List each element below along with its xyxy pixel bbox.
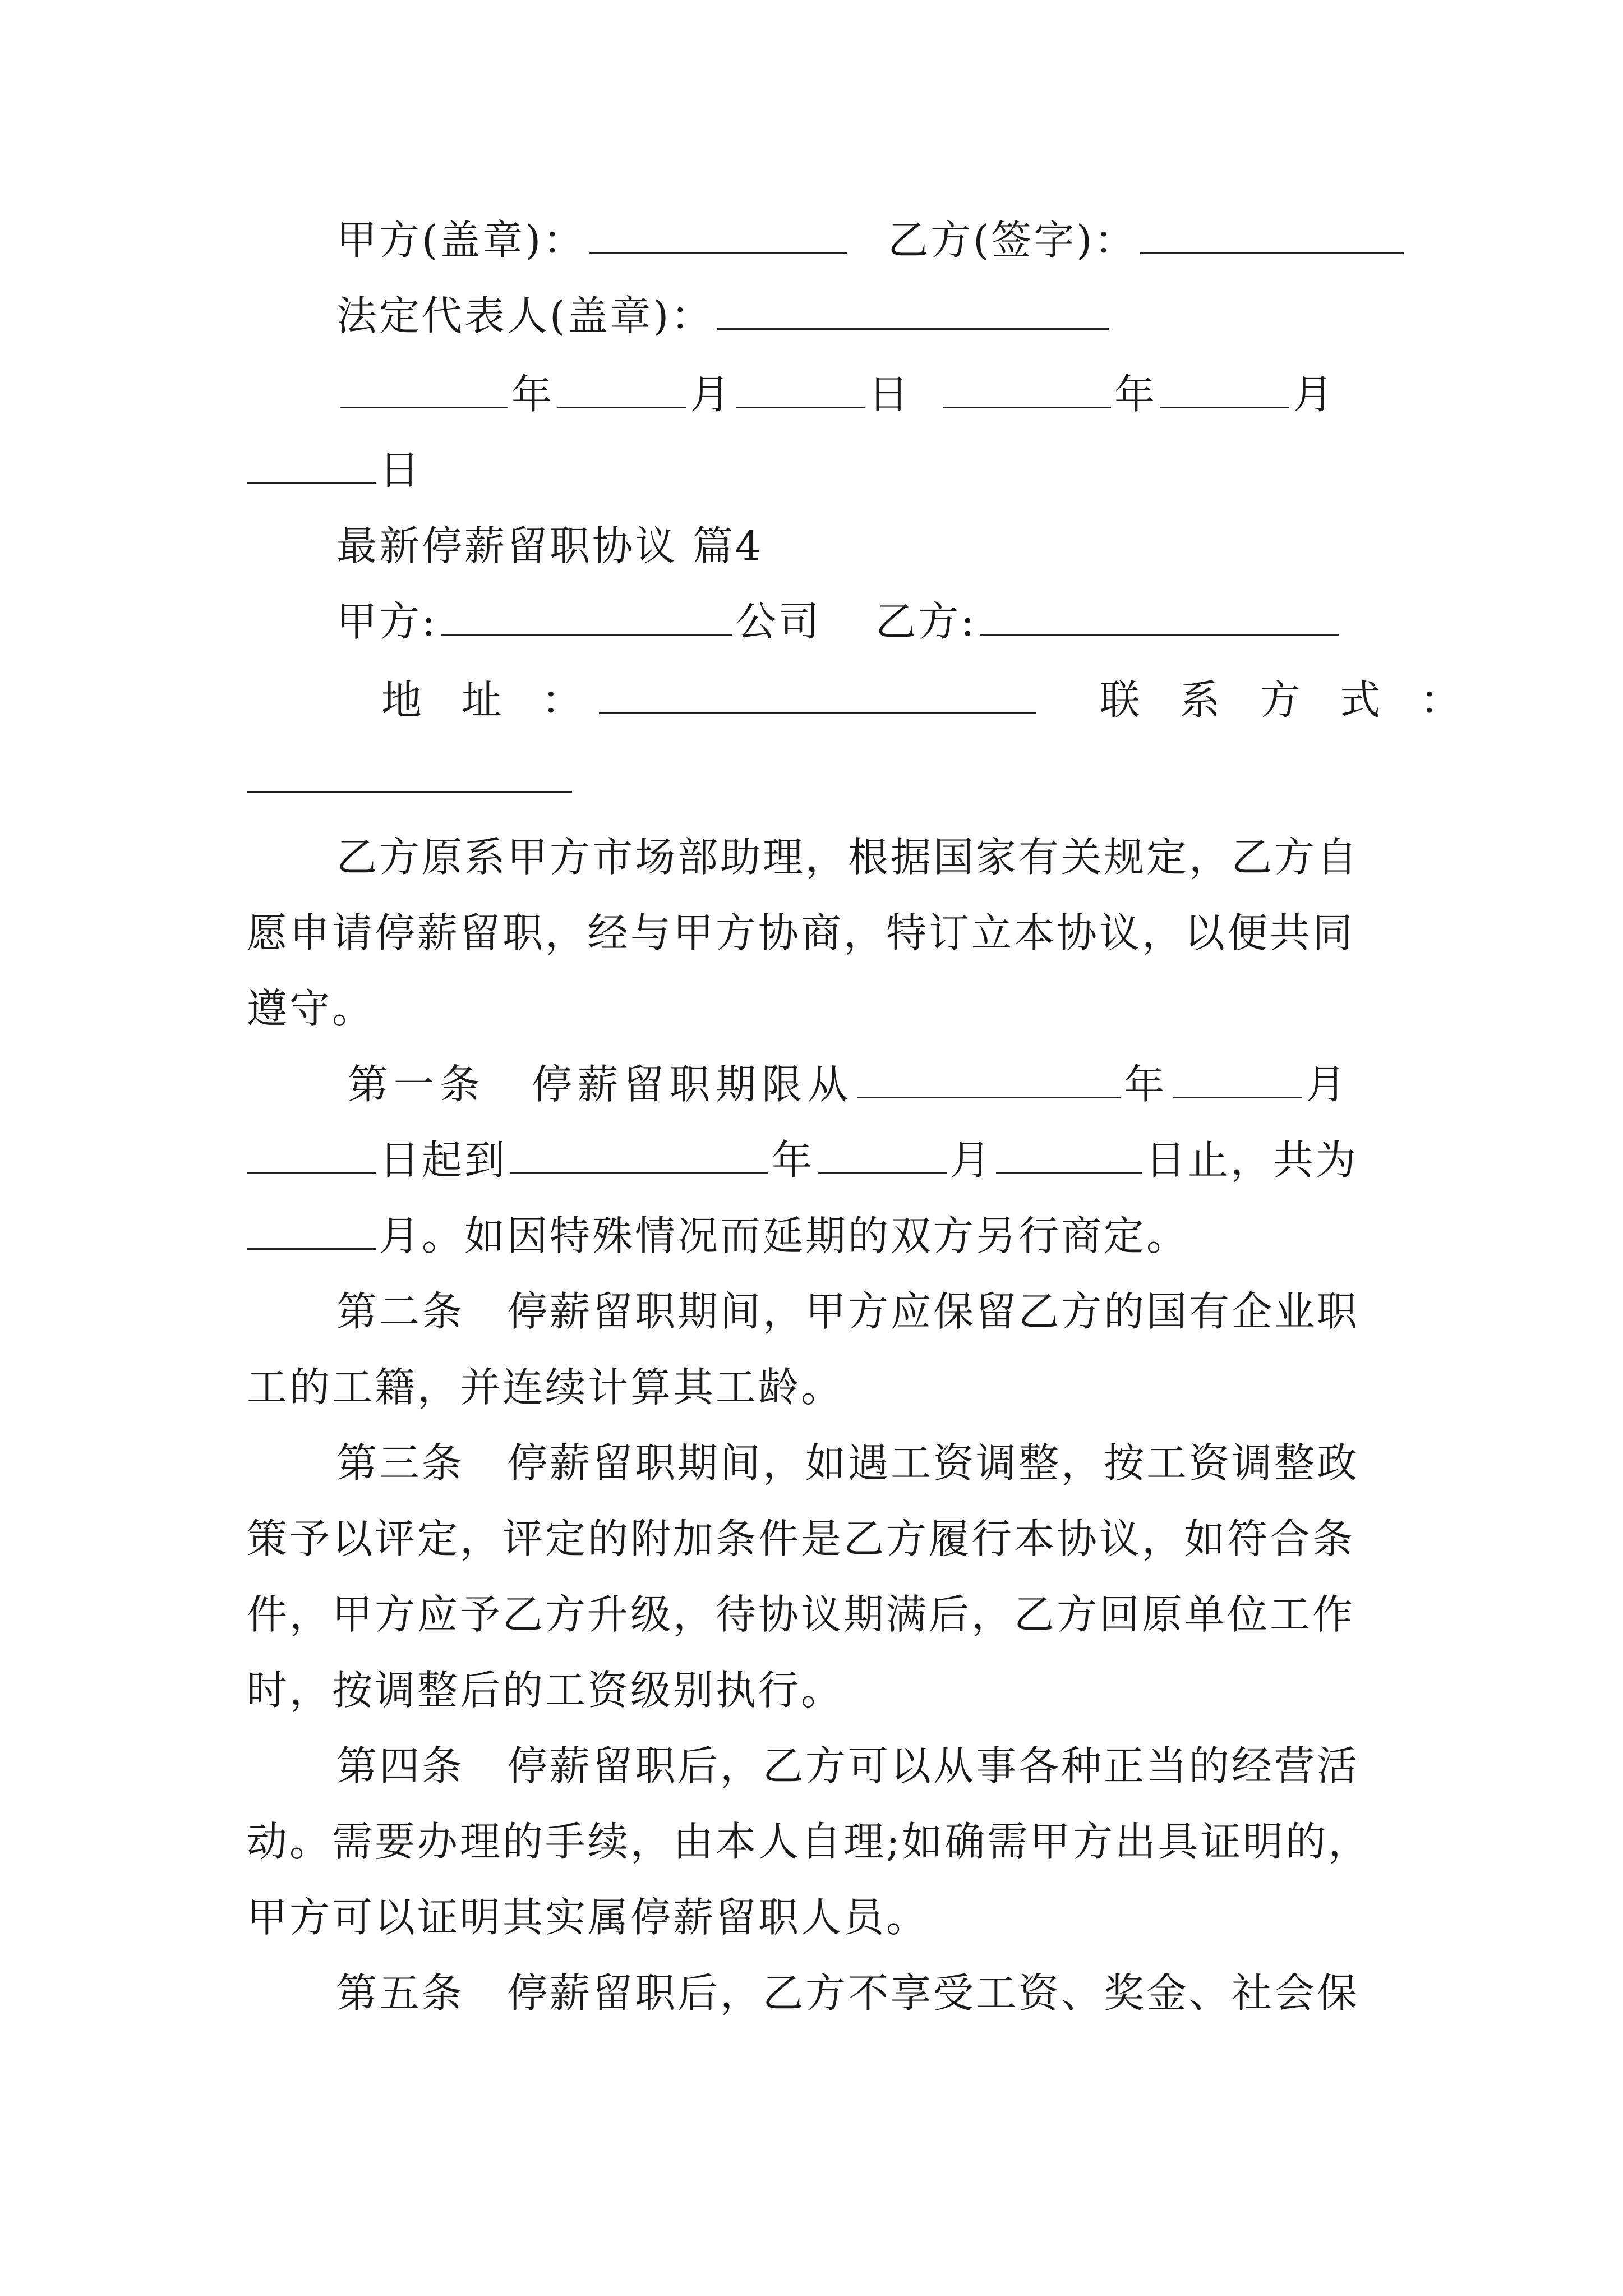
intro-line-3 xyxy=(247,982,1385,1036)
art1-end-year-blank[interactable] xyxy=(510,1138,768,1174)
party-a-seal-blank[interactable] xyxy=(589,218,847,254)
art4-text-2: 动。需要办理的手续，由本人自理;如确需甲方出具证明的， xyxy=(247,1818,1371,1865)
party-b-sign-label: 乙方(签字)： xyxy=(888,217,1137,264)
date-b-day-label: 日 xyxy=(379,447,422,494)
art1-line-3 xyxy=(247,1209,1385,1263)
date-b-year-blank[interactable] xyxy=(943,372,1111,408)
intro-text-3: 遵守。 xyxy=(247,985,375,1032)
art1-year-label: 年 xyxy=(1124,1061,1170,1108)
party-b-name-blank[interactable] xyxy=(980,599,1339,636)
parties-line xyxy=(247,595,1385,648)
art3-line-2 xyxy=(247,1512,1385,1566)
art1-tail: 月。如因特殊情况而延期的双方另行商定。 xyxy=(379,1212,1189,1259)
legal-rep-label: 法定代表人(盖章)： xyxy=(336,292,714,339)
art2-text-2: 工的工籍，并连续计算其工龄。 xyxy=(247,1364,844,1411)
date-b-day-blank[interactable] xyxy=(247,448,376,484)
art3-line-1 xyxy=(247,1436,1385,1490)
intro-line-1 xyxy=(247,830,1385,884)
section-title xyxy=(247,519,1385,573)
art2-text-1: 第二条 停薪留职期间，甲方应保留乙方的国有企业职 xyxy=(336,1288,1360,1335)
party-b-sign-blank[interactable] xyxy=(1140,218,1404,254)
section-title-text: 最新停薪留职协议 篇4 xyxy=(336,522,763,569)
art1-month2-label: 月 xyxy=(950,1137,993,1184)
legal-rep-blank[interactable] xyxy=(717,293,1109,330)
party-a-name-blank[interactable] xyxy=(441,599,732,636)
intro-line-2 xyxy=(247,906,1385,960)
party-b-label: 乙方: xyxy=(875,598,977,645)
art5-text-1: 第五条 停薪留职后，乙方不享受工资、奖金、社会保 xyxy=(336,1970,1360,2017)
art4-line-3 xyxy=(247,1890,1385,1944)
date-b-year-label: 年 xyxy=(1114,371,1157,418)
date-a-day-label: 日 xyxy=(868,371,911,418)
date-a-day-blank[interactable] xyxy=(736,372,865,408)
contact-blank[interactable] xyxy=(247,756,572,793)
signature-line-parties xyxy=(247,213,1385,267)
art1-line-2 xyxy=(247,1133,1385,1187)
art1-total-months-blank[interactable] xyxy=(247,1213,376,1250)
signature-line-dates xyxy=(247,367,1385,421)
art4-line-2 xyxy=(247,1815,1385,1869)
art1-until-label: 日止，共为 xyxy=(1145,1137,1359,1184)
date-b-month-blank[interactable] xyxy=(1160,372,1289,408)
date-a-year-blank[interactable] xyxy=(340,372,508,408)
art3-text-3: 件，甲方应予乙方升级，待协议期满后，乙方回原单位工作 xyxy=(247,1591,1355,1638)
art1-end-month-blank[interactable] xyxy=(818,1138,947,1174)
art1-year2-label: 年 xyxy=(772,1137,815,1184)
date-b-month-label: 月 xyxy=(1292,371,1335,418)
date-a-year-label: 年 xyxy=(511,371,555,418)
party-a-seal-label: 甲方(盖章)： xyxy=(336,217,586,264)
contact-blank-line xyxy=(247,752,1385,806)
address-blank[interactable] xyxy=(599,678,1036,714)
art4-text-3: 甲方可以证明其实属停薪留职人员。 xyxy=(247,1894,929,1941)
art3-text-2: 策予以评定，评定的附加条件是乙方履行本协议，如符合条 xyxy=(247,1515,1355,1562)
art1-start-year-blank[interactable] xyxy=(857,1062,1121,1098)
art4-line-1 xyxy=(247,1739,1385,1793)
art1-lead: 第一条 停薪留职期限从 xyxy=(348,1061,854,1108)
art5-line-1 xyxy=(247,1966,1385,2020)
art3-line-4 xyxy=(247,1663,1385,1717)
art1-line-1 xyxy=(247,1057,1385,1111)
art1-month-label: 月 xyxy=(1306,1061,1352,1108)
intro-text-2: 愿申请停薪留职，经与甲方协商，特订立本协议，以便共同 xyxy=(247,909,1355,956)
intro-text-1: 乙方原系甲方市场部助理，根据国家有关规定，乙方自 xyxy=(336,834,1360,881)
party-a-label: 甲方: xyxy=(336,598,438,645)
art3-text-1: 第三条 停薪留职期间，如遇工资调整，按工资调整政 xyxy=(336,1439,1360,1487)
art3-text-4: 时，按调整后的工资级别执行。 xyxy=(247,1667,844,1714)
signature-line-date-b-day xyxy=(247,443,1385,497)
art2-line-1 xyxy=(247,1285,1385,1338)
date-a-month-blank[interactable] xyxy=(557,372,686,408)
art1-end-day-blank[interactable] xyxy=(996,1138,1142,1174)
art1-start-month-blank[interactable] xyxy=(1173,1062,1302,1098)
contact-label: 联 系 方 式 ： xyxy=(1099,677,1474,724)
address-contact-line xyxy=(247,673,1474,727)
art1-start-day-blank[interactable] xyxy=(247,1138,376,1174)
art3-line-3 xyxy=(247,1588,1385,1641)
signature-line-legal-rep xyxy=(247,289,1385,343)
art4-text-1: 第四条 停薪留职后，乙方可以从事各种正当的经营活 xyxy=(336,1742,1360,1789)
date-a-month-label: 月 xyxy=(690,371,733,418)
art2-line-2 xyxy=(247,1360,1385,1414)
company-label: 公司 xyxy=(736,598,822,645)
address-label: 地 址 ： xyxy=(381,677,596,724)
art1-from-label: 日起到 xyxy=(379,1137,508,1184)
